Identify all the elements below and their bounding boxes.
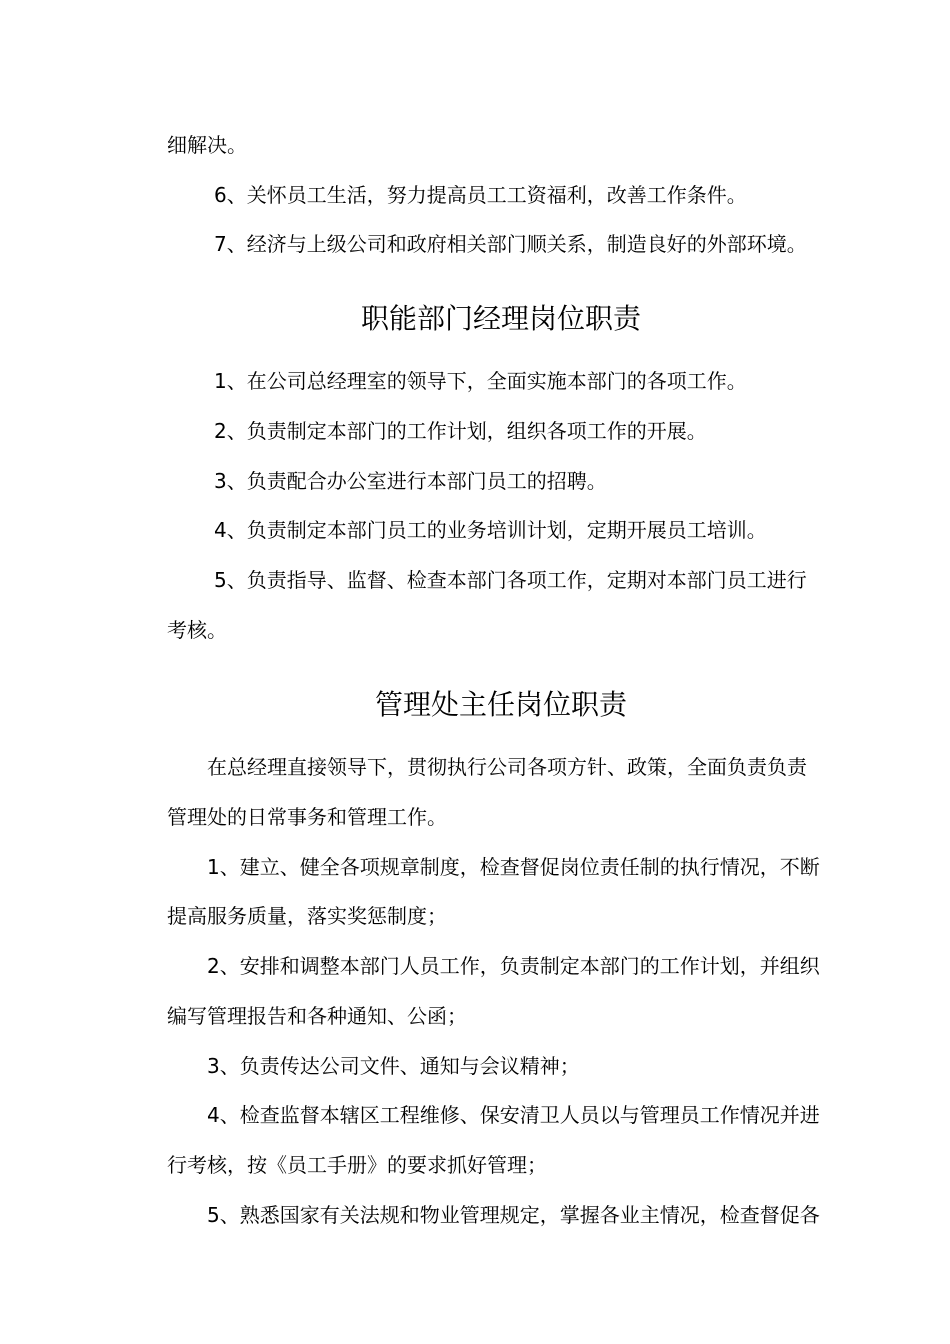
list-item-continuation: 行考核，按《员工手册》的要求抓好管理； — [167, 1153, 547, 1177]
list-item-continuation: 提高服务质量，落实奖惩制度； — [167, 904, 447, 928]
paragraph-continuation: 管理处的日常事务和管理工作。 — [167, 805, 447, 829]
list-item: 3、负责传达公司文件、通知与会议精神； — [207, 1054, 580, 1078]
section-heading-dept-manager: 职能部门经理岗位职责 — [360, 302, 641, 335]
list-item: 5、负责指导、监督、检查本部门各项工作，定期对本部门员工进行 — [214, 568, 807, 592]
list-item: 6、关怀员工生活，努力提高员工工资福利，改善工作条件。 — [214, 183, 747, 207]
list-item: 4、负责制定本部门员工的业务培训计划，定期开展员工培训。 — [214, 518, 767, 542]
list-item: 3、负责配合办公室进行本部门员工的招聘。 — [214, 469, 607, 493]
list-item-continuation: 编写管理报告和各种通知、公函； — [167, 1004, 467, 1028]
list-item: 2、负责制定本部门的工作计划，组织各项工作的开展。 — [214, 419, 707, 443]
section-heading-office-director: 管理处主任岗位职责 — [374, 688, 627, 721]
list-item: 4、检查监督本辖区工程维修、保安清卫人员以与管理员工作情况并进 — [207, 1103, 820, 1127]
paragraph-intro: 在总经理直接领导下，贯彻执行公司各项方针、政策，全面负责负责 — [207, 755, 807, 779]
list-item: 7、经济与上级公司和政府相关部门顺关系，制造良好的外部环境。 — [214, 232, 807, 256]
paragraph-continuation: 细解决。 — [167, 133, 247, 157]
list-item: 1、建立、健全各项规章制度，检查督促岗位责任制的执行情况，不断 — [207, 855, 820, 879]
list-item-continuation: 考核。 — [167, 618, 227, 642]
list-item: 1、在公司总经理室的领导下，全面实施本部门的各项工作。 — [214, 369, 747, 393]
list-item: 2、安排和调整本部门人员工作，负责制定本部门的工作计划，并组织 — [207, 954, 820, 978]
list-item: 5、熟悉国家有关法规和物业管理规定，掌握各业主情况，检查督促各 — [207, 1203, 820, 1227]
